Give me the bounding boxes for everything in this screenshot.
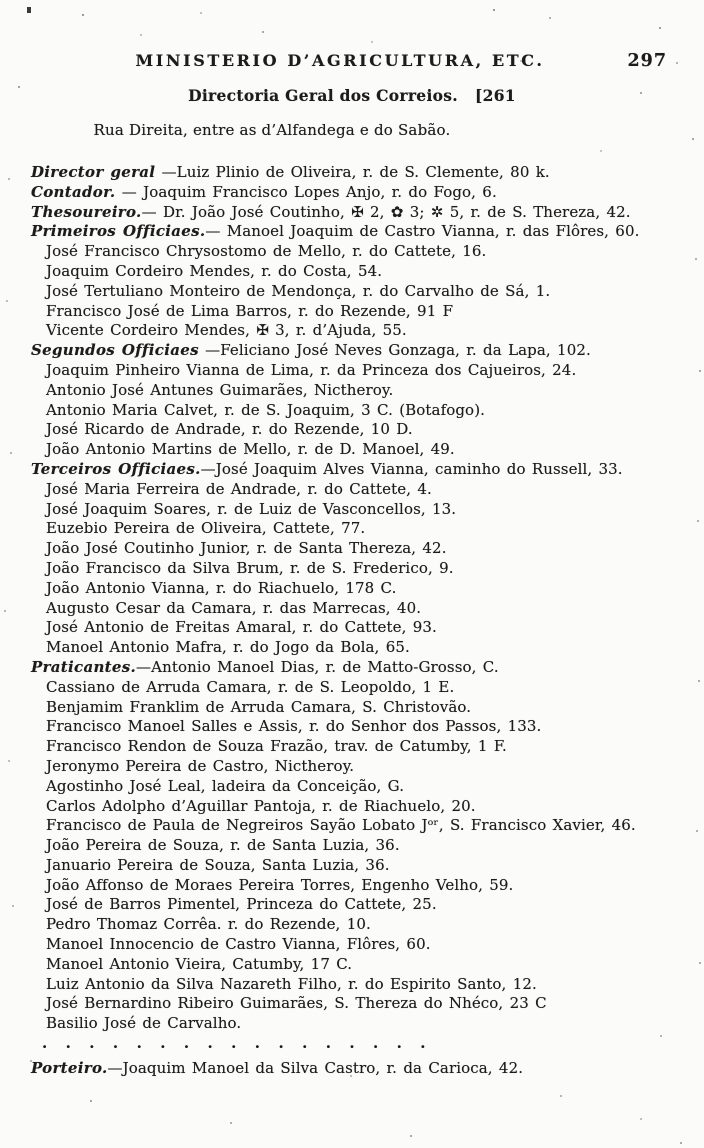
directory-entry (0, 440, 704, 460)
directory-entry (0, 420, 704, 440)
entry-text: José Antonio de Freitas Amaral, r. do Cattete, 93. (46, 618, 437, 637)
entry-text: João Affonso de Moraes Pereira Torres, Engenho Velho, 59. (46, 875, 514, 894)
entry-text: José Maria Ferreira de Andrade, r. do Cattete, 4. (46, 479, 432, 498)
entry-text: José Tertuliano Monteiro de Mendonça, r. do Carvalho de Sá, 1. (46, 281, 551, 300)
category-label: Porteiro. (31, 1058, 108, 1077)
entry-text: José de Barros Pimentel, Princeza do Cattete, 25. (46, 895, 437, 914)
entry-text: Benjamim Franklim de Arruda Camara, S. Christovão. (46, 697, 472, 716)
directory-entry (0, 222, 704, 242)
entry-text: Francisco de Paula de Negreiros Sayão Lobato Jᵒʳ, S. Francisco Xavier, 46. (46, 816, 636, 835)
dots-text: . . . . . . . . . . . . . . . . . (42, 1034, 426, 1053)
entry-text: Antonio José Antunes Guimarães, Nictheroy. (46, 380, 394, 399)
directory-entry (0, 163, 704, 183)
section-title-line (0, 86, 704, 105)
entry-text: Joaquim Cordeiro Mendes, r. do Costa, 54. (46, 261, 383, 280)
address-line: Rua Direita, entre as d’Alfandega e do Sabão. (93, 121, 451, 139)
directory-entry (0, 975, 704, 995)
directory-entry (0, 599, 704, 619)
directory-entry (0, 955, 704, 975)
directory-entry (0, 1059, 704, 1079)
category-label: Praticantes. (31, 657, 137, 676)
section-title: Directoria Geral dos Correios. (188, 86, 458, 105)
page-number: 297 (627, 51, 667, 71)
directory-entry (0, 500, 704, 520)
entry-text: Basilio José de Carvalho. (46, 1014, 242, 1033)
directory-entry (0, 401, 704, 421)
ink-blot (27, 7, 31, 13)
directory-entry (0, 559, 704, 579)
entry-text: —Luiz Plinio de Oliveira, r. de S. Clemente, 80 k. (155, 163, 550, 181)
entry-text: — Manoel Joaquim de Castro Vianna, r. das Flôres, 60. (205, 222, 640, 241)
directory-entry (0, 915, 704, 935)
entry-text: —Joaquim Manoel da Silva Castro, r. da Carioca, 42. (107, 1058, 524, 1077)
entry-text: Agostinho José Leal, ladeira da Conceição, G. (46, 776, 405, 795)
entry-text: Euzebio Pereira de Oliveira, Cattete, 77. (46, 519, 366, 538)
category-label: Thesoureiro. (31, 202, 142, 221)
directory-entry (0, 203, 704, 223)
directory-entry (0, 361, 704, 381)
entry-text: José Bernardino Ribeiro Guimarães, S. Thereza do Nhéco, 23 C (46, 994, 547, 1013)
directory-entry (0, 876, 704, 896)
entry-text: — Dr. João José Coutinho, ✠ 2, ✿ 3; ✲ 5, r. de S. Thereza, 42. (141, 202, 631, 221)
entry-text: Manoel Antonio Mafra, r. do Jogo da Bola, 65. (46, 638, 410, 657)
directory-list (0, 163, 704, 1079)
entry-text: Augusto Cesar da Camara, r. das Marrecas, 40. (46, 598, 422, 617)
directory-entry (0, 282, 704, 302)
entry-text: Francisco José de Lima Barros, r. do Rezende, 91 F (46, 301, 454, 320)
entry-text: Cassiano de Arruda Camara, r. de S. Leopoldo, 1 E. (46, 677, 455, 696)
section-reference: [261 (475, 86, 516, 105)
entry-text: João José Coutinho Junior, r. de Santa Thereza, 42. (46, 539, 447, 558)
directory-entry (0, 381, 704, 401)
directory-entry (0, 994, 704, 1014)
directory-entry (0, 816, 704, 836)
directory-entry (0, 262, 704, 282)
directory-entry (0, 321, 704, 341)
directory-entry (0, 519, 704, 539)
entry-text: João Pereira de Souza, r. de Santa Luzia, 36. (46, 836, 400, 855)
entry-text: —José Joaquim Alves Vianna, caminho do Russell, 33. (200, 459, 623, 478)
category-label: Director geral (31, 163, 156, 181)
entry-text: Pedro Thomaz Corrêa. r. do Rezende, 10. (46, 915, 371, 934)
category-label: Contador. (31, 182, 116, 201)
directory-entry (0, 757, 704, 777)
directory-entry (0, 895, 704, 915)
entry-text: João Antonio Martins de Mello, r. de D. Manoel, 49. (46, 440, 455, 459)
directory-entry (0, 698, 704, 718)
entry-text: Vicente Cordeiro Mendes, ✠ 3, r. d’Ajuda, 55. (46, 321, 407, 340)
directory-entry (0, 836, 704, 856)
directory-entry (0, 539, 704, 559)
directory-entry (0, 856, 704, 876)
entry-text: Joaquim Pinheiro Vianna de Lima, r. da Princeza dos Cajueiros, 24. (46, 360, 577, 379)
dotted-separator (0, 1034, 704, 1054)
directory-entry (0, 480, 704, 500)
entry-text: Jeronymo Pereira de Castro, Nictheroy. (46, 756, 355, 775)
directory-entry (0, 460, 704, 480)
entry-text: João Francisco da Silva Brum, r. de S. Frederico, 9. (46, 558, 454, 577)
directory-entry (0, 777, 704, 797)
entry-text: José Francisco Chrysostomo de Mello, r. do Cattete, 16. (46, 242, 487, 261)
directory-entry (0, 183, 704, 203)
directory-entry (0, 638, 704, 658)
directory-entry (0, 717, 704, 737)
page-title: MINISTERIO D’AGRICULTURA, ETC. (135, 51, 545, 70)
entry-text: Carlos Adolpho d’Aguillar Pantoja, r. de Riachuelo, 20. (46, 796, 476, 815)
directory-entry (0, 737, 704, 757)
entry-text: Francisco Rendon de Souza Frazão, trav. de Catumby, 1 F. (46, 737, 507, 756)
directory-entry (0, 341, 704, 361)
category-label: Primeiros Officiaes. (31, 222, 206, 241)
entry-text: João Antonio Vianna, r. do Riachuelo, 178 C. (46, 578, 397, 597)
directory-entry (0, 242, 704, 262)
directory-entry (0, 935, 704, 955)
entry-text: José Ricardo de Andrade, r. do Rezende, 10 D. (46, 420, 413, 439)
entry-text: Manoel Innocencio de Castro Vianna, Flôres, 60. (46, 935, 431, 954)
directory-entry (0, 579, 704, 599)
entry-text: —Antonio Manoel Dias, r. de Matto-Grosso, C. (136, 657, 499, 676)
entry-text: Antonio Maria Calvet, r. de S. Joaquim, 3 C. (Botafogo). (46, 400, 486, 419)
directory-entry (0, 658, 704, 678)
directory-entry (0, 1014, 704, 1034)
entry-text: José Joaquim Soares, r. de Luiz de Vasconcellos, 13. (46, 499, 457, 518)
entry-text: Francisco Manoel Salles e Assis, r. do Senhor dos Passos, 133. (46, 717, 542, 736)
category-label: Segundos Officiaes (31, 341, 199, 360)
scan-noise (0, 0, 2, 2)
entry-text: — Joaquim Francisco Lopes Anjo, r. do Fogo, 6. (115, 182, 497, 201)
entry-text: Manoel Antonio Vieira, Catumby, 17 C. (46, 954, 353, 973)
category-label: Terceiros Officiaes. (31, 459, 201, 478)
directory-entry (0, 678, 704, 698)
entry-text: Luiz Antonio da Silva Nazareth Filho, r. do Espirito Santo, 12. (46, 974, 537, 993)
running-header (0, 51, 704, 70)
entry-text: —Feliciano José Neves Gonzaga, r. da Lapa, 102. (198, 341, 591, 360)
directory-entry (0, 302, 704, 322)
entry-text: Januario Pereira de Souza, Santa Luzia, 36. (46, 855, 390, 874)
directory-entry (0, 797, 704, 817)
directory-entry (0, 618, 704, 638)
